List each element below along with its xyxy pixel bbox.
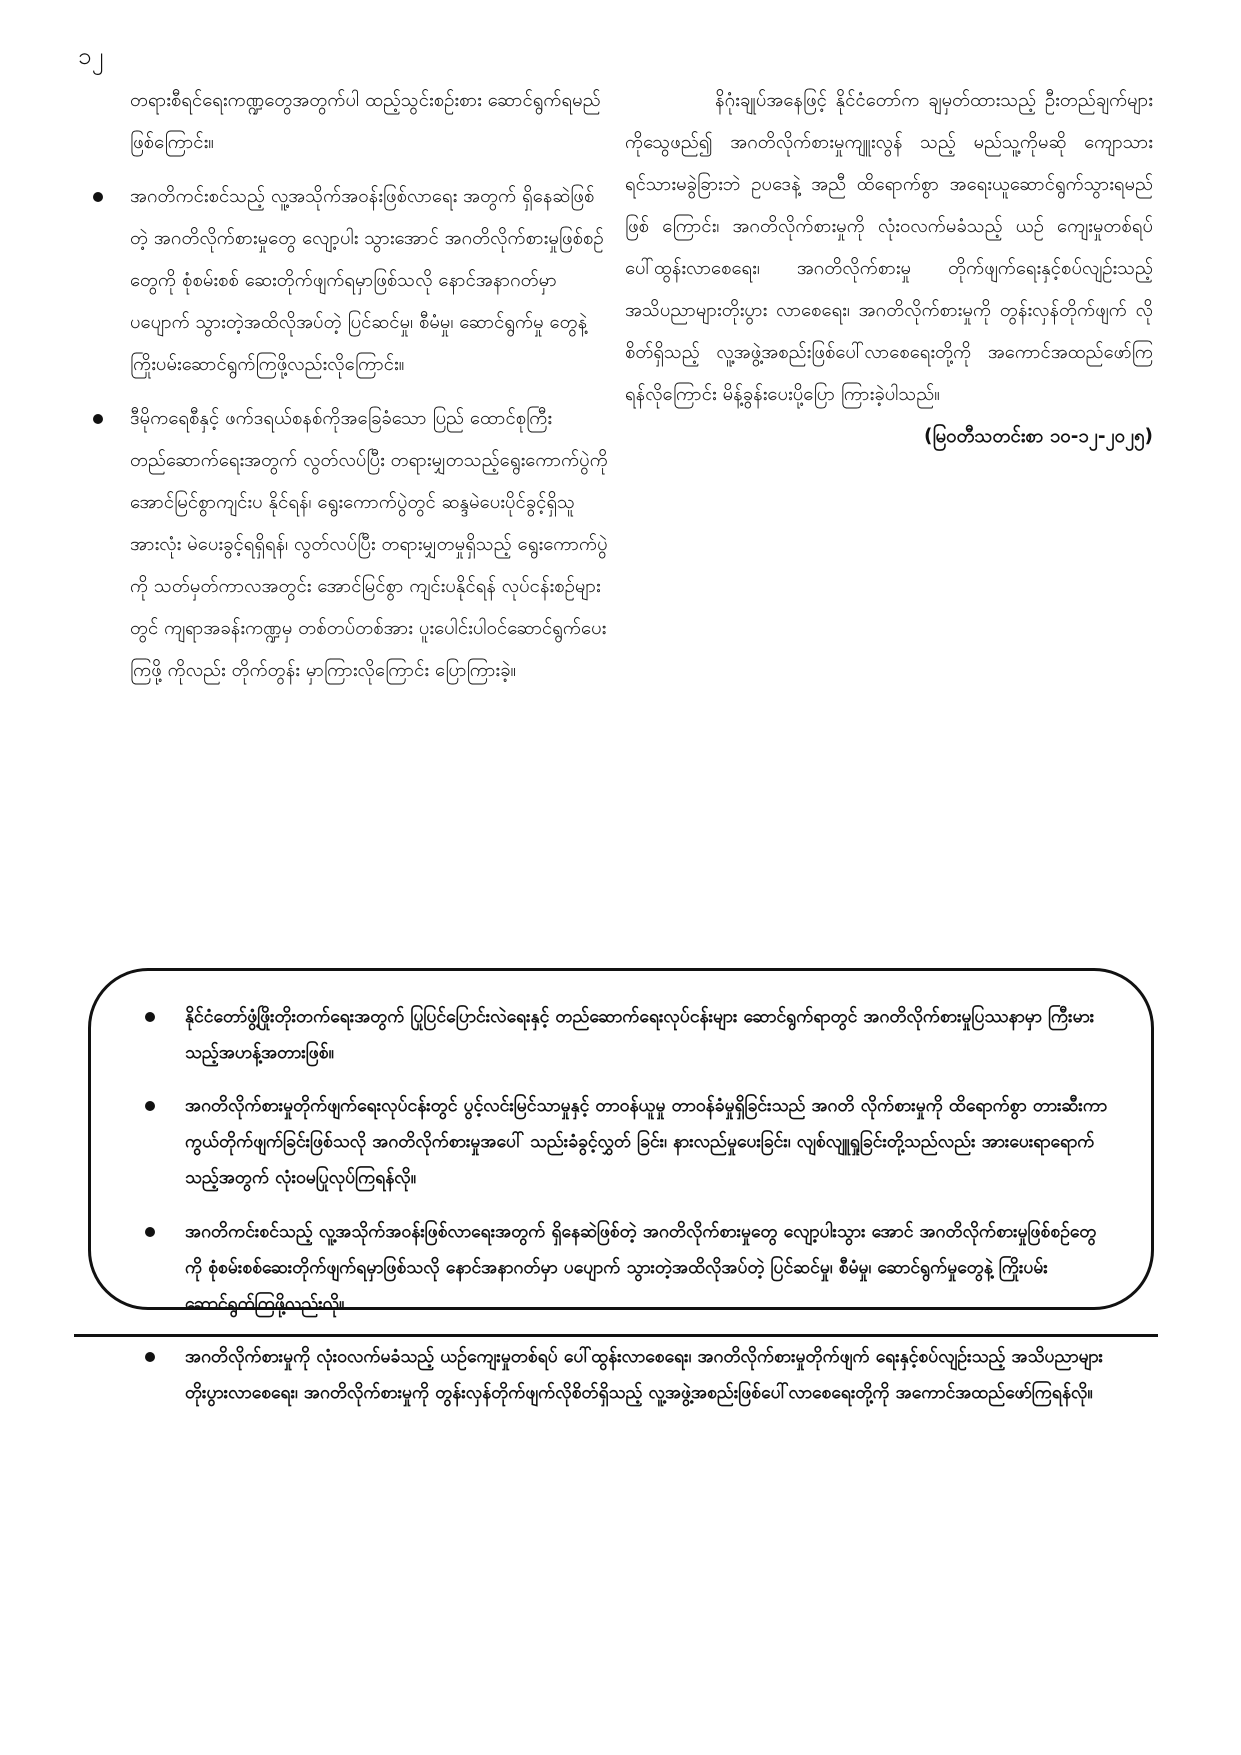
left-bullet-text: ဒီမိုကရေစီနှင့် ဖက်ဒရယ်စနစ်ကိုအခြေခံသော ပြည် ထောင်စုကြီးတည်ဆောက်ရေးအတွက် လွတ်လပ်ပြီး တရားမျှတသည့်ရွေးကောက်ပွဲကို အောင်မြင်စွာကျင်းပ နိုင်ရန်၊ ရွေးကောက်ပွဲတွင် ဆန္ဒမဲပေးပိုင်ခွင့်ရှိသူအားလုံး မဲပေးခွင့်ရရှိရန်၊ လွတ်လပ်ပြီး တရားမျှတမှုရှိသည့် ရွေးကောက်ပွဲကို သတ်မှတ်ကာလအတွင်း အောင်မြင်စွာ ကျင်းပနိုင်ရန် လုပ်ငန်းစဉ်များတွင် ကျရာအခန်းကဏ္ဍမှ တစ်တပ်တစ်အား ပူးပေါင်းပါဝင်ဆောင်ရွက်ပေးကြဖို့ ကိုလည်း တိုက်တွန်း မှာကြားလိုကြောင်း ပြောကြားခဲ့။ bbox=[130, 408, 608, 681]
source-citation: (မြဝတီသတင်းစာ ၁၀-၁၂-၂၀၂၅) bbox=[924, 426, 1153, 447]
summary-bullet-item bbox=[139, 999, 1113, 1071]
left-bullet-item bbox=[84, 398, 610, 692]
bullet-icon bbox=[93, 414, 103, 424]
right-column bbox=[625, 80, 1153, 458]
bullet-icon bbox=[145, 1352, 155, 1362]
bullet-icon bbox=[145, 1101, 155, 1111]
summary-bullet-text: အဂတိလိုက်စားမှုကို လုံးဝလက်မခံသည့် ယဉ်ကျေးမှုတစ်ရပ် ပေါ်ထွန်းလာစေရေး၊ အဂတိလိုက်စားမှုတိုက်ဖျက် ရေးနှင့်စပ်လျဉ်းသည့် အသိပညာများတိုးပွားလာစေရေး၊ အဂတိလိုက်စားမှုကို တွန်းလှန်တိုက်ဖျက်လိုစိတ်ရှိသည့် လူ့အဖွဲ့အစည်းဖြစ်ပေါ်လာစေရေးတို့ကို အကောင်အထည်ဖော်ကြရန်လို။ bbox=[185, 1347, 1103, 1403]
summary-bullet-text: နိုင်ငံတော်ဖွံ့ဖြိုးတိုးတက်ရေးအတွက် ပြုပြင်ပြောင်းလဲရေးနှင့် တည်ဆောက်ရေးလုပ်ငန်းများ ဆောင်ရွက်ရာတွင် အဂတိလိုက်စားမှုပြဿနာမှာ ကြီးမားသည့်အဟန့်အတားဖြစ်။ bbox=[185, 1006, 1095, 1063]
summary-bullet-item bbox=[139, 1339, 1113, 1411]
bullet-icon bbox=[145, 1227, 155, 1237]
summary-bullet-text: အဂတိကင်းစင်သည့် လူ့အသိုက်အဝန်းဖြစ်လာရေးအတွက် ရှိနေဆဲဖြစ်တဲ့ အဂတိလိုက်စားမှုတွေ လျော့ပါးသွား အောင် အဂတိလိုက်စားမှုဖြစ်စဉ်တွေကို စုံစမ်းစစ်ဆေးတိုက်ဖျက်ရမှာဖြစ်သလို နောင်အနာဂတ်မှာ ပပျောက် သွားတဲ့အထိလိုအပ်တဲ့ ပြင်ဆင်မှု၊ စီမံမှု၊ ဆောင်ရွက်မှုတွေနဲ့ ကြိုးပမ်းဆောင်ရွက်ကြဖို့လည်းလို။ bbox=[185, 1221, 1097, 1314]
conclusion-paragraph: နိဂုံးချုပ်အနေဖြင့် နိုင်ငံတော်က ချမှတ်ထားသည့် ဦးတည်ချက်များကိုသွေဖည်၍ အဂတိလိုက်စားမှုကျူးလွန် သည့် မည်သူ့ကိုမဆို ကျောသားရင်သားမခွဲခြားဘဲ ဥပဒေနဲ့ အညီ ထိရောက်စွာ အရေးယူဆောင်ရွက်သွားရမည်ဖြစ် ကြောင်း၊ အဂတိလိုက်စားမှုကို လုံးဝလက်မခံသည့် ယဉ် ကျေးမှုတစ်ရပ် ပေါ်ထွန်းလာစေရေး၊ အဂတိလိုက်စားမှု တိုက်ဖျက်ရေးနှင့်စပ်လျဉ်းသည့် အသိပညာများတိုးပွား လာစေရေး၊ အဂတိလိုက်စားမှုကို တွန်းလှန်တိုက်ဖျက် လိုစိတ်ရှိသည့် လူ့အဖွဲ့အစည်းဖြစ်ပေါ်လာစေရေးတို့ကို အကောင်အထည်ဖော်ကြရန်လိုကြောင်း မိန့်ခွန်းပေးပို့ပြော ကြားခဲ့ပါသည်။ bbox=[625, 90, 1153, 405]
left-lead-paragraph: တရားစီရင်ရေးကဏ္ဍတွေအတွက်ပါ ထည့်သွင်းစဉ်းစား ဆောင်ရွက်ရမည်ဖြစ်ကြောင်း။ bbox=[130, 90, 601, 153]
bullet-icon bbox=[93, 192, 103, 202]
bottom-rule bbox=[74, 1334, 1158, 1337]
summary-bullet-item bbox=[139, 1088, 1113, 1196]
left-bullet-text: အဂတိကင်းစင်သည့် လူ့အသိုက်အဝန်းဖြစ်လာရေး အတွက် ရှိနေဆဲဖြစ်တဲ့ အဂတိလိုက်စားမှုတွေ လျော့ပါး သွားအောင် အဂတိလိုက်စားမှုဖြစ်စဉ်တွေကို စုံစမ်းစစ် ဆေးတိုက်ဖျက်ရမှာဖြစ်သလို နောင်အနာဂတ်မှာ ပပျောက် သွားတဲ့အထိလိုအပ်တဲ့ ပြင်ဆင်မှု၊ စီမံမှု၊ ဆောင်ရွက်မှု တွေနဲ့ ကြိုးပမ်းဆောင်ရွက်ကြဖို့လည်းလိုကြောင်း။ bbox=[130, 186, 604, 375]
left-bullet-item bbox=[84, 176, 610, 386]
left-column bbox=[84, 80, 610, 692]
summary-bullet-item bbox=[139, 1214, 1113, 1322]
bullet-icon bbox=[145, 1012, 155, 1022]
summary-box bbox=[88, 968, 1154, 1403]
page-number: ၁၂ bbox=[78, 42, 104, 70]
summary-bullet-text: အဂတိလိုက်စားမှုတိုက်ဖျက်ရေးလုပ်ငန်းတွင် ပွင့်လင်းမြင်သာမှုနှင့် တာဝန်ယူမှု တာဝန်ခံမှုရှိခြင်းသည် အဂတိ လိုက်စားမှုကို ထိရောက်စွာ တားဆီးကာကွယ်တိုက်ဖျက်ခြင်းဖြစ်သလို အဂတိလိုက်စားမှုအပေါ် သည်းခံခွင့်လွှတ် ခြင်း၊ နားလည်မှုပေးခြင်း၊ လျစ်လျူရှုခြင်းတို့သည်လည်း အားပေးရာရောက်သည့်အတွက် လုံးဝမပြုလုပ်ကြရန်လို။ bbox=[185, 1096, 1108, 1188]
